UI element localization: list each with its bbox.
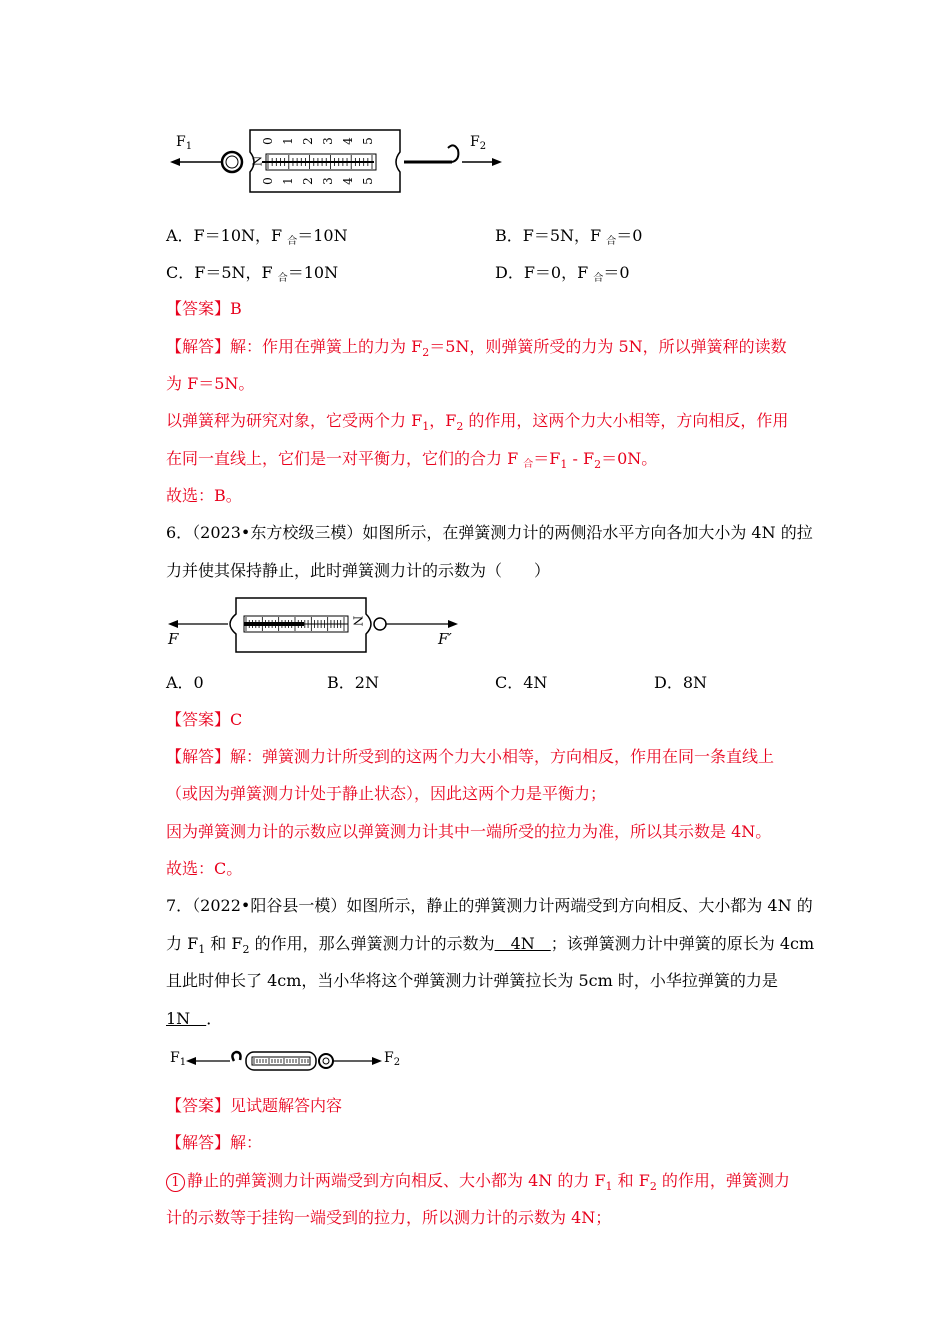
blank-answer-2: 1N [166, 1009, 207, 1028]
analysis-q5-line3: 以弹簧秤为研究对象，它受两个力 $F_1$，$F_2$ 的作用，这两个力大小相等，方向相反，作用 [166, 411, 789, 433]
tick-label: 0 [260, 137, 275, 145]
option-b[interactable]: B．F＝5N，F 合＝0 [495, 226, 643, 247]
tick-label: 4 [340, 177, 355, 185]
question-6-stem-line2: 力并使其保持静止，此时弹簧测力计的示数为（ ） [166, 561, 551, 580]
analysis-q6-line2: （或因为弹簧测力计处于静止状态），因此这两个力是平衡力； [166, 784, 607, 803]
circled-number: 1 [166, 1173, 185, 1192]
answer-q5: 【答案】B [166, 299, 242, 318]
option-a[interactable]: A．0 [166, 673, 204, 692]
analysis-q5-line1: 【解答】解：作用在弹簧上的力为 $F_2=5N$，则弹簧所受的力为 5N，所以弹簧秤的读数 [166, 337, 787, 359]
force-label-f1: $F_1$ [176, 134, 193, 152]
tick-label: 5 [360, 177, 375, 185]
analysis-q5-line2: 为 F＝5N。 [166, 374, 255, 393]
scale-tick-labels-bottom [260, 174, 384, 190]
option-a[interactable]: A．F＝10N，F 合＝10N [166, 226, 348, 247]
answer-q7: 【答案】见试题解答内容 [166, 1096, 343, 1115]
tick-label: 4 [340, 137, 355, 145]
question-7-stem-line4: 1N ． [166, 1009, 223, 1028]
tick-label: 3 [320, 137, 335, 145]
analysis-q7-head: 【解答】解： [166, 1133, 263, 1152]
force-label-f2: $F_2$ [470, 134, 487, 152]
spring-scale-figure-q5 [166, 126, 506, 202]
option-d[interactable]: D．8N [654, 673, 708, 692]
question-7-stem-line2: 力 $F_1$ 和 $F_2$ 的作用，那么弹簧测力计的示数为 4N ；该弹簧测力计中弹簧的原长为 4cm [166, 934, 815, 956]
tick-label: 1 [280, 177, 295, 185]
analysis-q6-conclusion: 故选：C。 [166, 859, 243, 878]
tick-label: 1 [280, 137, 295, 145]
analysis-q6-line3: 因为弹簧测力计的示数应以弹簧测力计其中一端所受的拉力为准，所以其示数是 4N。 [166, 822, 772, 841]
question-6-stem-line1: 6．（2023•东方校级三模）如图所示，在弹簧测力计的两侧沿水平方向各加大小为 4N 的拉 [166, 523, 813, 542]
tick-label: 0 [260, 177, 275, 185]
force-label-f2: $F_2$ [384, 1050, 401, 1068]
force-label-right: F′ [438, 630, 452, 648]
tick-label: 2 [300, 137, 315, 145]
tick-label: 2 [300, 177, 315, 185]
analysis-q5-conclusion: 故选：B。 [166, 486, 242, 505]
option-b[interactable]: B．2N [327, 673, 379, 692]
force-label-left: F [168, 630, 179, 648]
answer-q6: 【答案】C [166, 710, 243, 729]
analysis-q5-line4: 在同一直线上，它们是一对平衡力，它们的合力 F 合$=F_1 - F_2=0N$。 [166, 449, 658, 471]
unit-label: N [350, 615, 365, 627]
scale-tick-labels-top [260, 134, 384, 150]
question-7-stem-line3: 且此时伸长了 4cm，当小华将这个弹簧测力计弹簧拉长为 5cm 时，小华拉弹簧的力是 [166, 971, 778, 990]
spring-scale-figure-q7 [166, 1046, 406, 1080]
force-label-f1: $F_1$ [170, 1050, 187, 1068]
analysis-q7-line2: 计的示数等于挂钩一端受到的拉力，所以测力计的示数为 4N； [166, 1208, 612, 1227]
option-c[interactable]: C．F＝5N，F 合＝10N [166, 263, 339, 284]
analysis-q6-line1: 【解答】解：弹簧测力计所受到的这两个力大小相等，方向相反，作用在同一条直线上 [166, 747, 775, 766]
question-7-stem-line1: 7．（2022•阳谷县一模）如图所示，静止的弹簧测力计两端受到方向相反、大小都为 4N 的 [166, 896, 813, 915]
option-d[interactable]: D．F＝0，F 合＝0 [495, 263, 630, 284]
analysis-q7-line1: 1 静止的弹簧测力计两端受到方向相反、大小都为 4N 的力 $F_1$ 和 $F_2$ 的作用，弹簧测力 [166, 1171, 790, 1197]
spring-scale-drawing [166, 594, 466, 656]
blank-answer-1: 4N [494, 934, 551, 953]
tick-label: 3 [320, 177, 335, 185]
spring-scale-drawing [166, 1046, 406, 1080]
spring-scale-figure-q6 [166, 594, 466, 656]
tick-label: 5 [360, 137, 375, 145]
option-c[interactable]: C．4N [495, 673, 548, 692]
unit-label: N [250, 155, 265, 167]
